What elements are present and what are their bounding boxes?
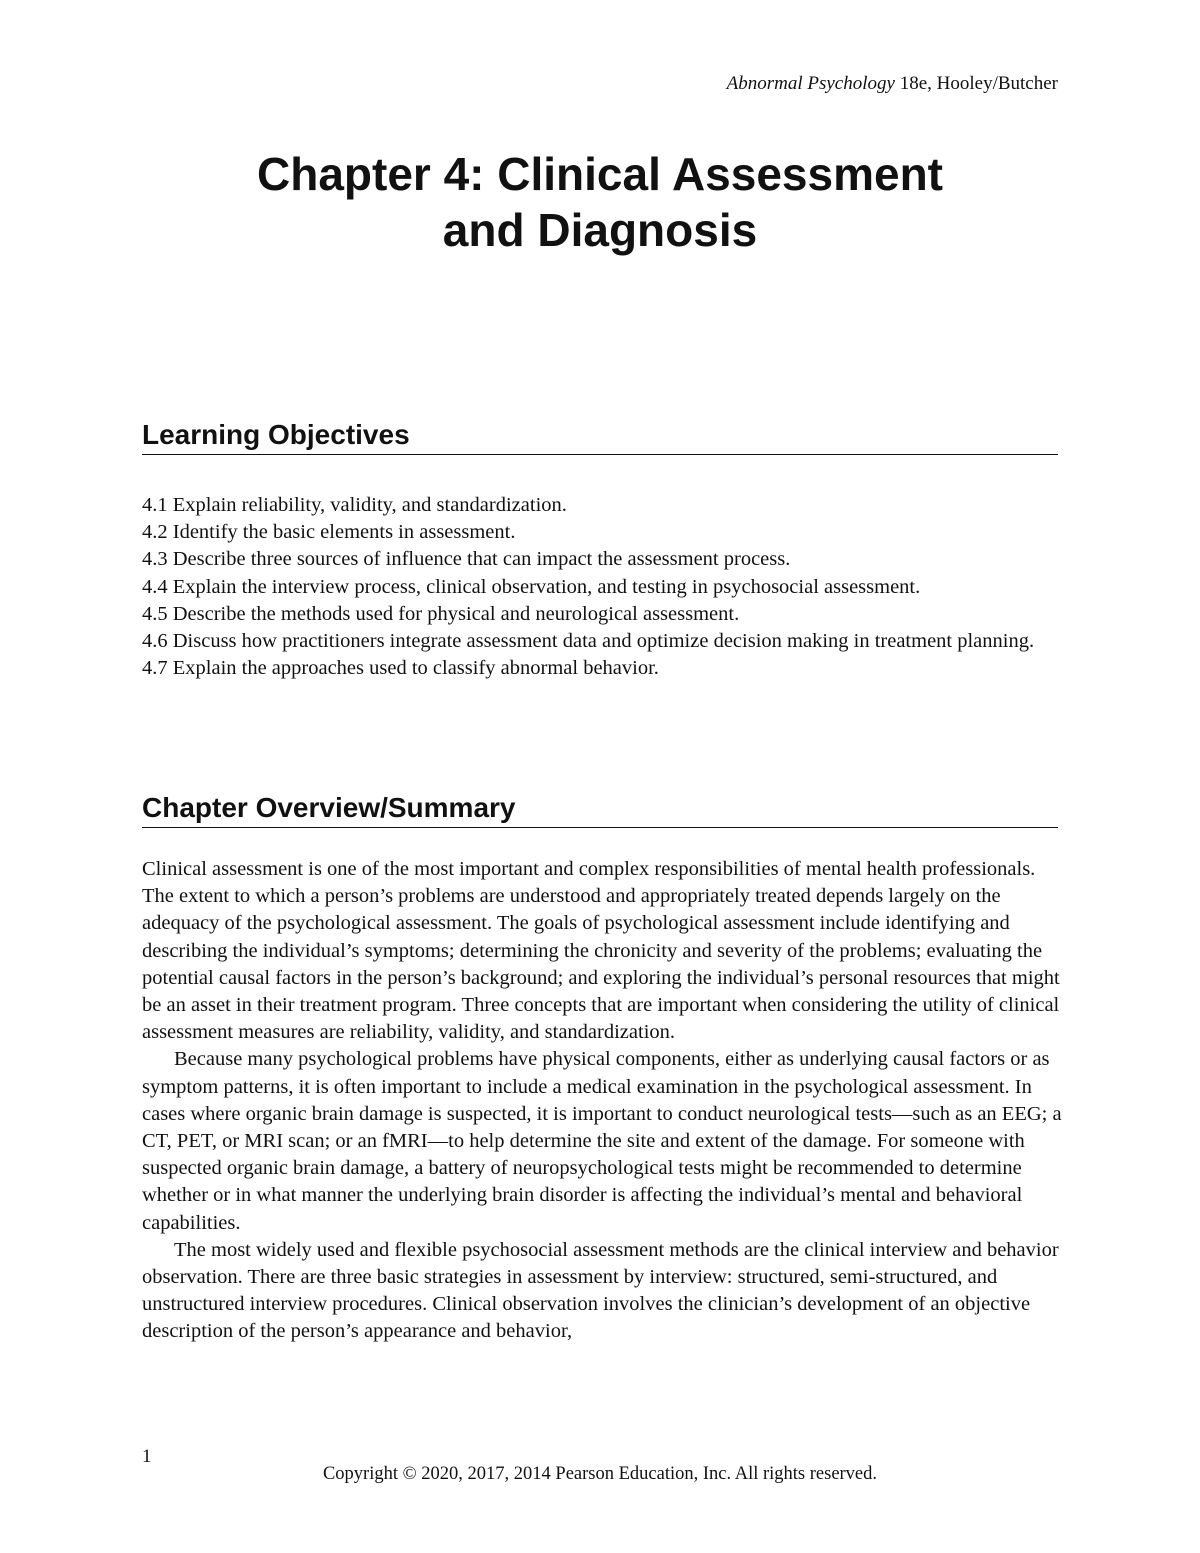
chapter-overview-body <box>142 856 1062 1346</box>
learning-objectives-heading: Learning Objectives <box>142 418 1058 455</box>
page-number: 1 <box>142 1446 152 1467</box>
overview-paragraph: Because many psychological problems have physical components, either as underlying causal factors or as symptom patterns, it is often important to include a medical examination in the psychological assessment. In cases where organic brain damage is suspected, it is important to conduct neurological tests—such as an EEG; a CT, PET, or MRI scan; or an fMRI—to help determine the site and extent of the damage. For someone with suspected organic brain damage, a battery of neuropsychological tests might be recommended to determine whether or in what manner the underlying brain disorder is affecting the individual’s mental and behavioral capabilities. <box>142 1048 1062 1234</box>
objective-item: 4.4 Explain the interview process, clinical observation, and testing in psychosocial assessment. <box>142 575 921 598</box>
chapter-title-line-2: and Diagnosis <box>442 204 758 256</box>
objective-item: 4.6 Discuss how practitioners integrate assessment data and optimize decision making in treatment planning. <box>142 630 1035 653</box>
objective-item: 4.2 Identify the basic elements in assessment. <box>142 521 516 544</box>
overview-paragraph: The most widely used and flexible psychosocial assessment methods are the clinical interview and behavior observation. There are three basic strategies in assessment by interview: structured, semi-structured, and unstructured interview procedures. Clinical observation involves the clinician’s development of an objective description of the person’s appearance and behavior, <box>142 1238 1059 1343</box>
book-title: Abnormal Psychology <box>726 73 895 94</box>
objective-item: 4.5 Describe the methods used for physical and neurological assessment. <box>142 602 740 625</box>
running-header <box>727 72 1058 96</box>
chapter-overview-heading: Chapter Overview/Summary <box>142 791 1058 828</box>
learning-objectives-list <box>142 492 1058 682</box>
chapter-title <box>0 146 1200 258</box>
objective-item: 4.3 Describe three sources of influence that can impact the assessment process. <box>142 548 791 571</box>
objective-item: 4.7 Explain the approaches used to classify abnormal behavior. <box>142 657 659 680</box>
copyright-notice: Copyright © 2020, 2017, 2014 Pearson Education, Inc. All rights reserved. <box>322 1464 878 1484</box>
overview-paragraph: Clinical assessment is one of the most important and complex responsibilities of mental health professionals. The extent to which a person’s problems are understood and appropriately treated depends largely on the adequacy of the psychological assessment. The goals of psychological assessment include identifying and describing the individual’s symptoms; determining the chronicity and severity of the problems; evaluating the potential causal factors in the person’s background; and exploring the individual’s personal resources that might be an asset in their treatment program. Three concepts that are important when considering the utility of clinical assessment measures are reliability, validity, and standardization. <box>142 858 1060 1044</box>
objective-item: 4.1 Explain reliability, validity, and standardization. <box>142 494 567 516</box>
chapter-title-line-1: Chapter 4: Clinical Assessment <box>257 148 943 200</box>
edition-authors: 18e, Hooley/Butcher <box>894 73 1058 94</box>
